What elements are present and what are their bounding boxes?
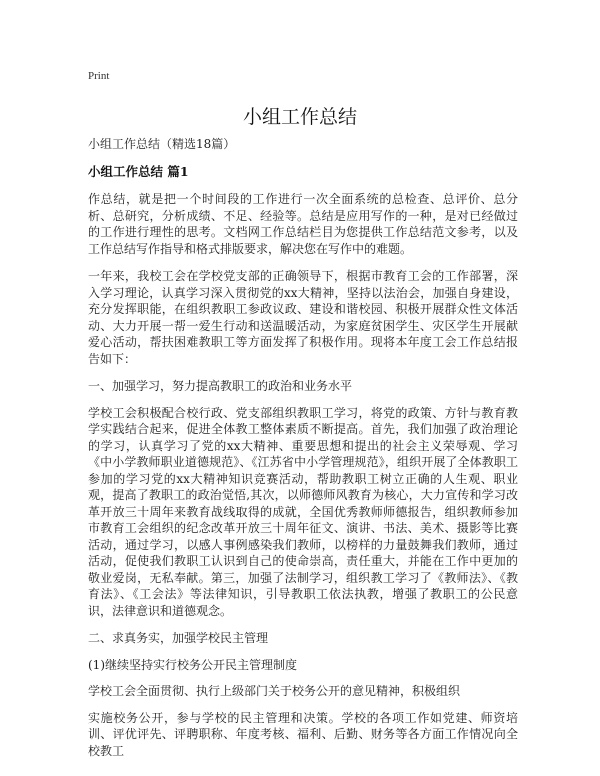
heading-part-one: 一、加强学习，努力提高教职工的政治和业务水平 [88,379,353,393]
section-heading: 小组工作总结 篇1 [88,163,189,179]
paragraph-study: 学校工会积极配合校行政、党支部组织教职工学习，将党的政策、方针与教育教学实践结合起来，促进全体教工整体素质不断提高。首先，我们加强了政治理论的学习，认真学习了党的xx大精神、重要思想和提出的社会主义荣辱观、学习《中小学教师职业道德规范》、《江苏省中小学管理规范》，组织开展了全体教职工参加的学习党的xx大精神知识竞赛活动，帮助教职工树立正确的人生观、职业观，提高了教职工的政治觉悟,其次，以师德师风教育为核心，大力宣传和学习改革开放三十周年来教育战线取得的成就，全国优秀教师师德报告，组织教师参加市教育工会组织的纪念改革开放三十周年征文、演讲、书法、美术、摄影等比赛活动，通过学习，以感人事例感染我们教师，以榜样的力量鼓舞我们教师，通过活动，促使我们教职工认识到自己的使命崇高，责任重大，并能在工作中更加的敬业爱岗，无私奉献。第三，加强了法制学习，组织教工学习了《教师法》、《教育法》、《工会法》等法律知识，引导教职工依法执教，增强了教职工的公民意识，法律意识和道德观念。 [88,405,518,618]
document-subtitle: 小组工作总结（精选18篇） [88,137,236,151]
paragraph-affairs-1: 学校工会全面贯彻、执行上级部门关于校务公开的意见精神，积极组织 [88,684,461,698]
subheading-affairs: (1)继续坚持实行校务公开民主管理制度 [88,657,297,672]
document-title: 小组工作总结 [242,106,357,128]
paragraph-overview: 一年来，我校工会在学校党支部的正确领导下，根据市教育工会的工作部署，深入学习理论，认真学习深入贯彻党的xx大精神，坚持以法治会，加强自身建设，充分发挥职能，在组织教职工参政议政、建设和谐校园、积极开展群众性文体活动、大力开展一帮一爱生行动和送温暖活动，为家庭贫困学生、灾区学生开展献爱心活动，帮扶困难教职工等方面发挥了积极作用。现将本年度工会工作总结报告如下： [88,269,518,366]
document-body [88,136,518,770]
print-link[interactable]: Print [88,70,110,82]
paragraph-intro: 作总结，就是把一个时间段的工作进行一次全面系统的总检查、总评价、总分析、总研究，分析成绩、不足、经验等。总结是应用写作的一种，是对已经做过的工作进行理性的思考。文档网工作总结栏目为您提供工作总结范文参考，以及工作总结写作指导和格式排版要求，解决您在写作中的难题。 [88,192,518,256]
paragraph-affairs-2: 实施校务公开，参与学校的民主管理和决策。学校的各项工作如党建、师资培训、评优评先、评聘职称、年度考核、福利、后勤、财务等各方面工作情况向全校教工 [88,710,518,758]
heading-part-two: 二、求真务实，加强学校民主管理 [88,631,269,645]
